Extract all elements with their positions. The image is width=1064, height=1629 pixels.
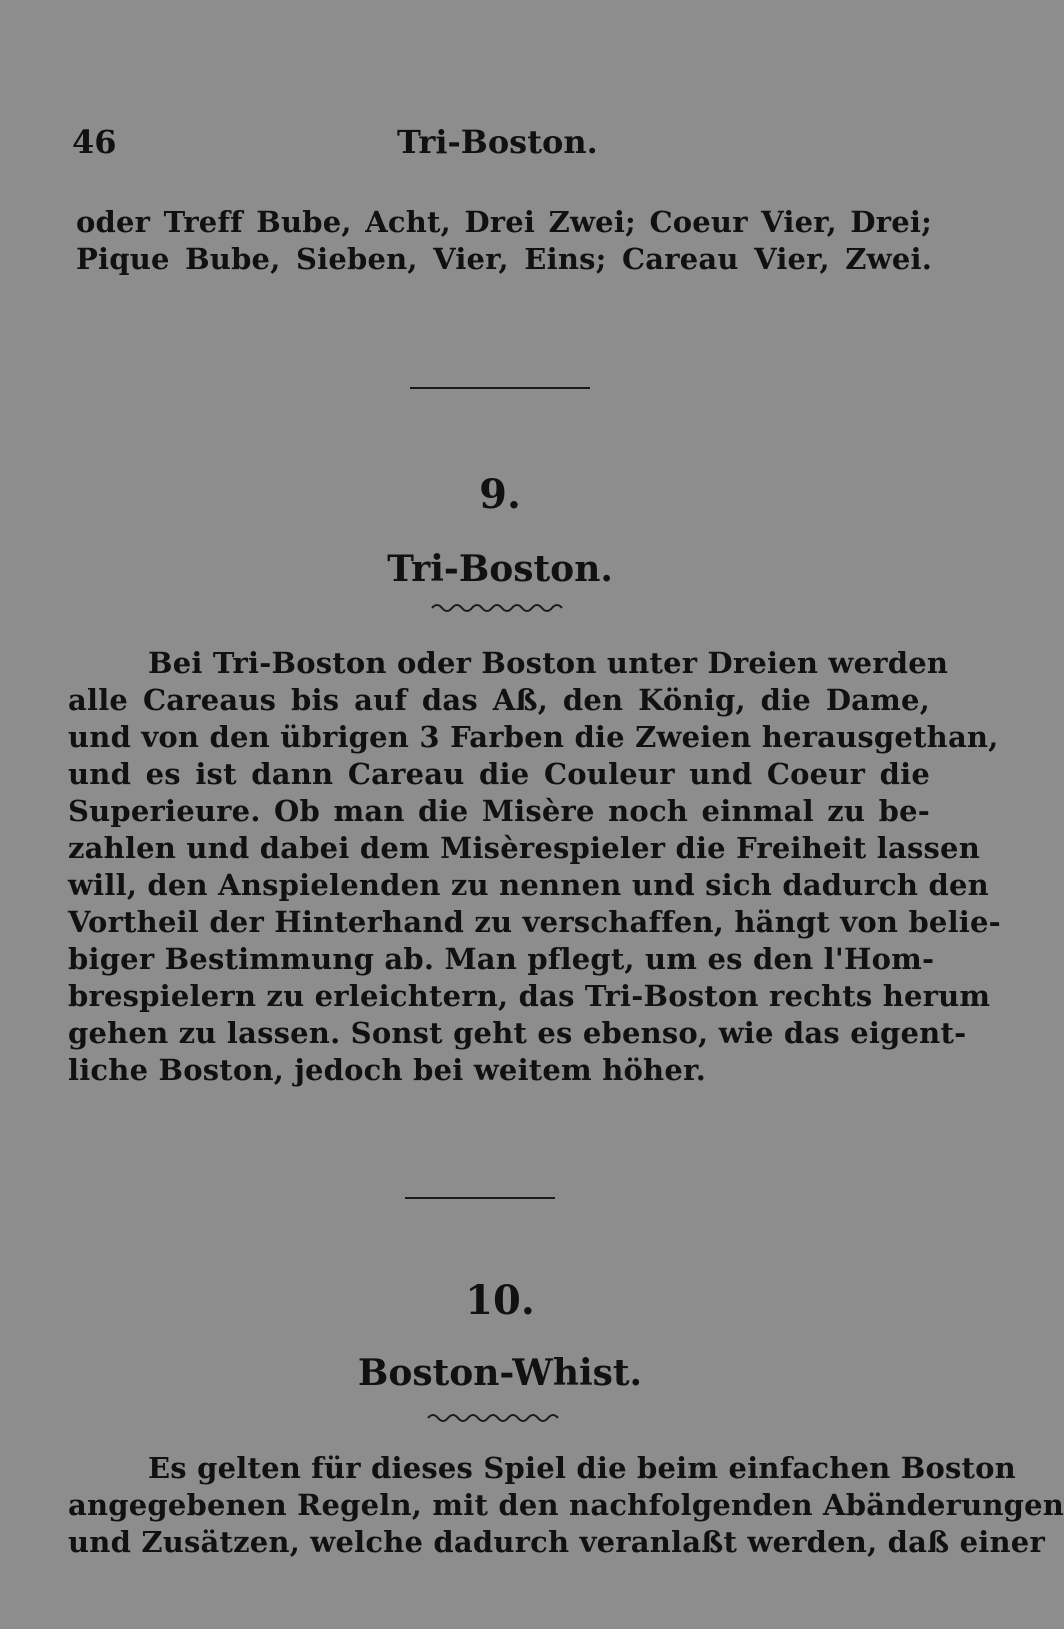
text-line: gehen zu lassen. Sonst geht es ebenso, wie das eigent- (68, 1016, 967, 1050)
text-line: und von den übrigen 3 Farben die Zweien herausgethan, (68, 720, 999, 754)
section-number: 9. (479, 471, 521, 518)
text-line: Vortheil der Hinterhand zu verschaffen, hängt von belie- (68, 905, 1001, 939)
section-title: Boston-Whist. (357, 1352, 643, 1394)
wavy-ornament (428, 1412, 558, 1424)
text-line: liche Boston, jedoch bei weitem höher. (68, 1053, 707, 1087)
page-number: 46 (72, 123, 117, 161)
wavy-ornament (432, 602, 562, 614)
text-line: Pique Bube, Sieben, Vier, Eins; Careau Vier, Zwei. (76, 242, 932, 276)
section-divider (405, 1197, 555, 1199)
text-line: zahlen und dabei dem Misèrespieler die Freiheit lassen (68, 831, 980, 865)
text-line: will, den Anspielenden zu nennen und sich dadurch den (68, 868, 989, 902)
text-line: biger Bestimmung ab. Man pflegt, um es den l'Hom- (68, 942, 935, 976)
continuation-paragraph (76, 204, 932, 278)
section-body (68, 645, 1001, 1089)
text-line: alle Careaus bis auf das Aß, den König, die Dame, (68, 683, 930, 717)
text-line: Bei Tri-Boston oder Boston unter Dreien werden (148, 646, 949, 680)
section-body (68, 1450, 1064, 1561)
text-line: Es gelten für dieses Spiel die beim einfachen Boston (148, 1451, 1016, 1485)
text-line: brespielern zu erleichtern, das Tri-Boston rechts herum (68, 979, 991, 1013)
text-line: und es ist dann Careau die Couleur und Coeur die (68, 757, 930, 791)
page-header (72, 120, 932, 164)
section-number: 10. (465, 1277, 535, 1324)
running-title: Tri-Boston. (397, 123, 598, 161)
section-title: Tri-Boston. (387, 548, 613, 590)
text-line: angegebenen Regeln, mit den nachfolgenden Abänderungen (68, 1488, 1064, 1522)
text-line: und Zusätzen, welche dadurch veranlaßt werden, daß einer (68, 1525, 1045, 1559)
text-line: Superieure. Ob man die Misère noch einmal zu be- (68, 794, 930, 828)
section-divider (410, 387, 590, 389)
text-line: oder Treff Bube, Acht, Drei Zwei; Coeur Vier, Drei; (76, 205, 932, 239)
